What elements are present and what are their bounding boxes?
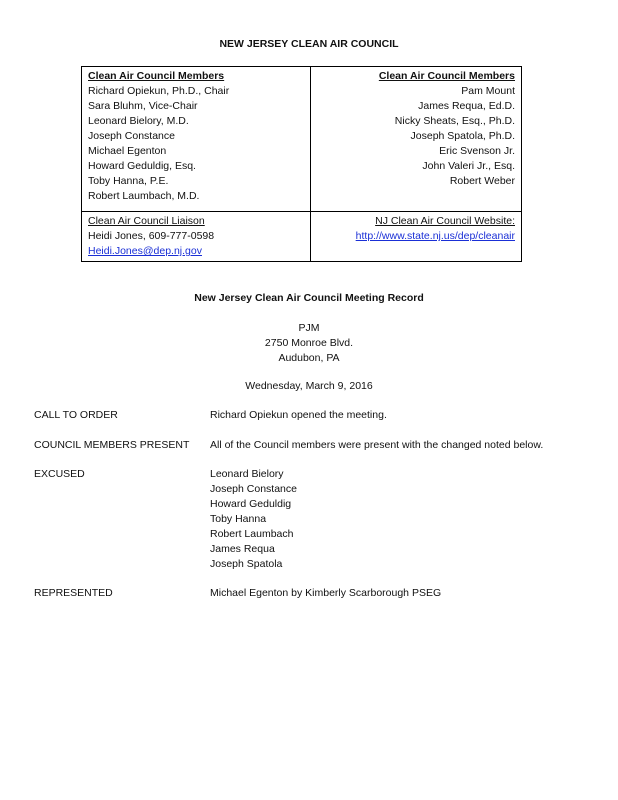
excused-name: Howard Geduldig: [210, 498, 292, 510]
member-name: Sara Bluhm, Vice-Chair: [88, 100, 198, 112]
document-title: NEW JERSEY CLEAN AIR COUNCIL: [219, 38, 399, 50]
member-name: Nicky Sheats, Esq., Ph.D.: [394, 115, 515, 127]
member-name: Leonard Bielory, M.D.: [88, 115, 189, 127]
right-members-heading: Clean Air Council Members: [378, 70, 515, 82]
represented-label: REPRESENTED: [34, 587, 113, 599]
excused-name: Joseph Spatola: [210, 558, 283, 570]
left-members-cell: [88, 69, 304, 204]
members-present-text: All of the Council members were present with the changed noted below.: [210, 439, 544, 451]
member-name: Howard Geduldig, Esq.: [88, 160, 196, 172]
member-name: Toby Hanna, P.E.: [88, 175, 169, 187]
members-present-label: COUNCIL MEMBERS PRESENT: [34, 439, 190, 451]
excused-name: Leonard Bielory: [210, 468, 284, 480]
excused-name: Robert Laumbach: [210, 528, 294, 540]
left-members-heading: Clean Air Council Members: [88, 70, 225, 82]
liaison-heading: Clean Air Council Liaison: [88, 215, 205, 227]
member-name: Robert Laumbach, M.D.: [88, 190, 200, 202]
member-name: Eric Svenson Jr.: [439, 145, 515, 157]
location-line: 2750 Monroe Blvd.: [264, 337, 354, 349]
website-heading: NJ Clean Air Council Website:: [375, 215, 515, 227]
members-table: [81, 66, 522, 262]
member-name: Joseph Spatola, Ph.D.: [410, 130, 515, 142]
right-members-cell: [315, 69, 515, 189]
meeting-date: Wednesday, March 9, 2016: [245, 380, 373, 392]
member-name: Richard Opiekun, Ph.D., Chair: [88, 85, 230, 97]
liaison-cell: [88, 214, 304, 259]
liaison-email-link[interactable]: Heidi.Jones@dep.nj.gov: [88, 245, 202, 257]
call-to-order-label: CALL TO ORDER: [34, 409, 118, 421]
excused-name: James Requa: [210, 543, 275, 555]
website-link[interactable]: http://www.state.nj.us/dep/cleanair: [355, 230, 515, 242]
meeting-record-title: New Jersey Clean Air Council Meeting Record: [194, 292, 424, 304]
table-column-divider: [310, 67, 311, 261]
call-to-order-text: Richard Opiekun opened the meeting.: [210, 409, 387, 421]
excused-label: EXCUSED: [34, 468, 85, 480]
excused-name: Toby Hanna: [210, 513, 267, 525]
location-line: PJM: [298, 322, 320, 334]
website-cell: [315, 214, 515, 244]
member-name: John Valeri Jr., Esq.: [422, 160, 515, 172]
excused-list: [210, 467, 297, 572]
member-name: Robert Weber: [449, 175, 515, 187]
represented-text: Michael Egenton by Kimberly Scarborough PSEG: [210, 587, 442, 599]
location-line: Audubon, PA: [278, 352, 340, 364]
member-name: Pam Mount: [461, 85, 515, 97]
member-name: Michael Egenton: [88, 145, 167, 157]
member-name: Joseph Constance: [88, 130, 175, 142]
liaison-name-phone: Heidi Jones, 609-777-0598: [88, 230, 215, 242]
member-name: James Requa, Ed.D.: [418, 100, 515, 112]
table-row-divider: [82, 211, 521, 212]
excused-name: Joseph Constance: [210, 483, 297, 495]
